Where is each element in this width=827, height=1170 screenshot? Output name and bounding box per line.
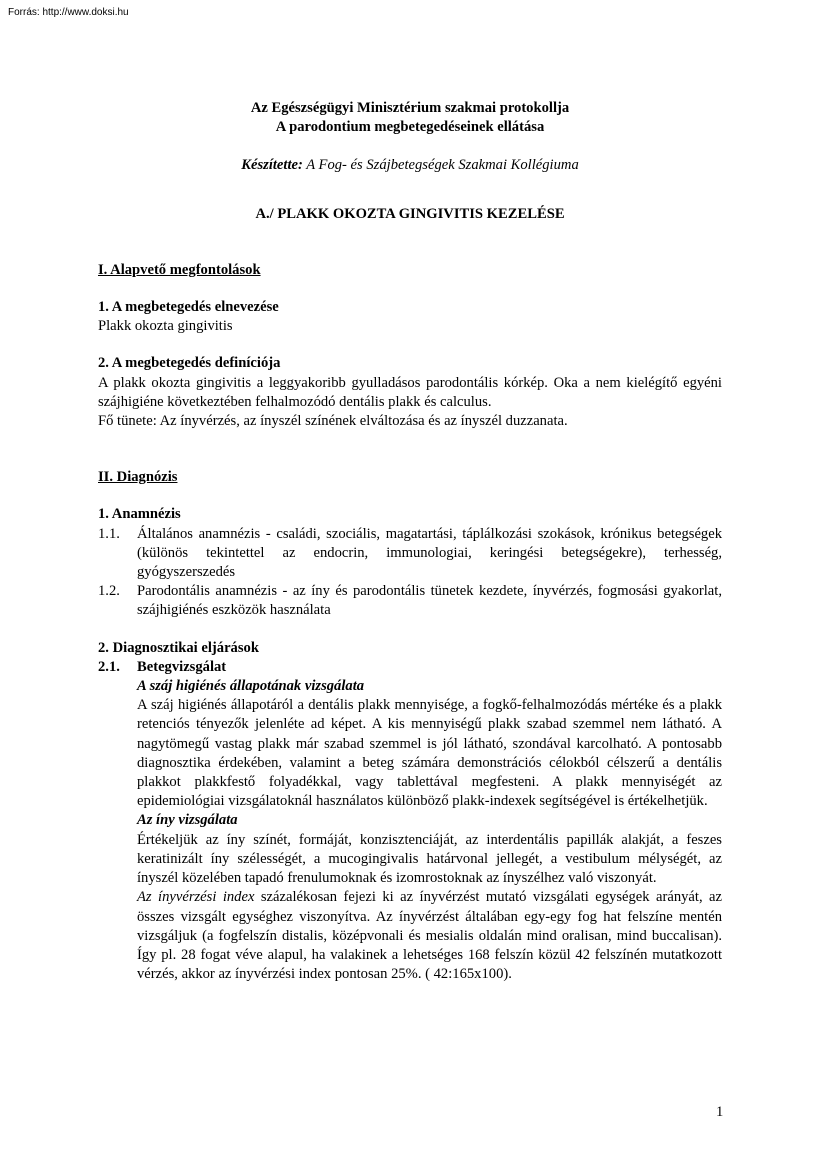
- diagnostics-subheading: 2. Diagnosztikai eljárások: [98, 639, 259, 656]
- naming-text: Plakk okozta gingivitis: [98, 318, 233, 335]
- author-label: Készítette:: [241, 157, 303, 174]
- anamnesis-item-number: 1.2.: [98, 583, 120, 600]
- anamnesis-item: [98, 582, 722, 620]
- bleeding-index-text: [137, 888, 722, 984]
- definition-subheading: 2. A megbetegedés definíciója: [98, 355, 281, 372]
- anamnesis-item-text: Parodontális anamnézis - az íny és parodontális tünetek kezdete, ínyvérzés, fogmosási gyakorlat, szájhigiénés eszközök használata: [137, 583, 722, 619]
- symptoms-text: Fő tünete: Az ínyvérzés, az ínyszél színének elváltozása és az ínyszél duzzanata.: [98, 413, 568, 430]
- anamnesis-item-text: Általános anamnézis - családi, szociális, magatartási, táplálkozási szokások, krónikus betegségek (különös tekintettel az endocrin, immunologiai, keringési betegségekre), terhesség, gyógyszerszedés: [137, 525, 722, 581]
- oral-hygiene-heading: A száj higiénés állapotának vizsgálata: [137, 678, 365, 695]
- exam-title: Betegvizsgálat: [137, 658, 227, 675]
- definition-text: A plakk okozta gingivitis a leggyakoribb gyulladásos parodontális kórkép. Oka a nem kielégítő egyéni szájhigiéne következtében felhalmozódó dentális plakk és calculus.: [98, 374, 722, 410]
- document-title-line1: Az Egészségügyi Minisztérium szakmai protokollja: [250, 100, 570, 116]
- section2-heading: II. Diagnózis: [98, 469, 178, 486]
- exam-body: [98, 677, 722, 984]
- oral-hygiene-text: A száj higiénés állapotáról a dentális plakk mennyisége, a fogkő-felhalmozódás mértéke és a plakk retenciós tényezők jelenléte ad képet. A kis mennyiségű plakk szabad szemmel nem látható. A nagytömegű vastag plakk már szabad szemmel is jól látható, szondával karcolható. A pontosabb diagnosztika érdekében, valamint a beteg számára demonstrációs célokból célszerű a dentális plakkot plakkfestő folyadékkal, vagy tablettával megfesteni. A plakk mennyiségét az epidemiológiai vizsgálatoknál használatos különböző plakk-indexek segítségével is értékelhetjük.: [137, 697, 722, 810]
- bleeding-index-label: Az ínyvérzési index: [137, 889, 255, 906]
- source-url: Forrás: http://www.doksi.hu: [8, 7, 129, 18]
- gum-exam-text: Értékeljük az íny színét, formáját, konzisztenciáját, az interdentális papillák alakját, a feszes keratinizált íny szélességét, a mucogingivalis határvonal jellegét, a vestibulum mélységét, az ínyszél közelében tapadó frenulumoknak és izomrostoknak az ínyszélhez való viszonyát.: [137, 831, 722, 887]
- bleeding-index-body: százalékosan fejezi ki az ínyvérzést mutató vizsgálati egységek arányát, az összes vizsgált egységhez viszonyítva. Az ínyvérzést általában egy-egy fog hat felszíne mentén vizsgáljuk (a fogfelszín distalis, középvonali és mesialis oldalán mind oralisan, mind buccalisan). Így pl. 28 fogat véve alapul, ha valakinek a lehetséges 168 felszín közül 42 felszínén mutatkozott vérzés, akkor az ínyvérzési index pontosan 25%. ( 42:165x100).: [137, 889, 722, 983]
- anamnesis-item-number: 1.1.: [98, 525, 120, 542]
- page-number: 1: [716, 1104, 724, 1120]
- document-title-line2: A parodontium megbetegedéseinek ellátása: [275, 119, 545, 136]
- author-value: A Fog- és Szájbetegségek Szakmai Kollégiuma: [302, 157, 579, 174]
- gum-exam-heading: Az íny vizsgálata: [137, 812, 238, 829]
- exam-heading: [98, 658, 722, 677]
- anamnesis-subheading: 1. Anamnézis: [98, 506, 181, 523]
- section1-heading: I. Alapvető megfontolások: [98, 261, 261, 278]
- document-page: [98, 99, 722, 984]
- anamnesis-item: [98, 525, 722, 583]
- naming-subheading: 1. A megbetegedés elnevezése: [98, 299, 279, 316]
- exam-number: 2.1.: [98, 658, 120, 675]
- author-line: [98, 156, 722, 175]
- chapter-title: A./ PLAKK OKOZTA GINGIVITIS KEZELÉSE: [255, 205, 565, 222]
